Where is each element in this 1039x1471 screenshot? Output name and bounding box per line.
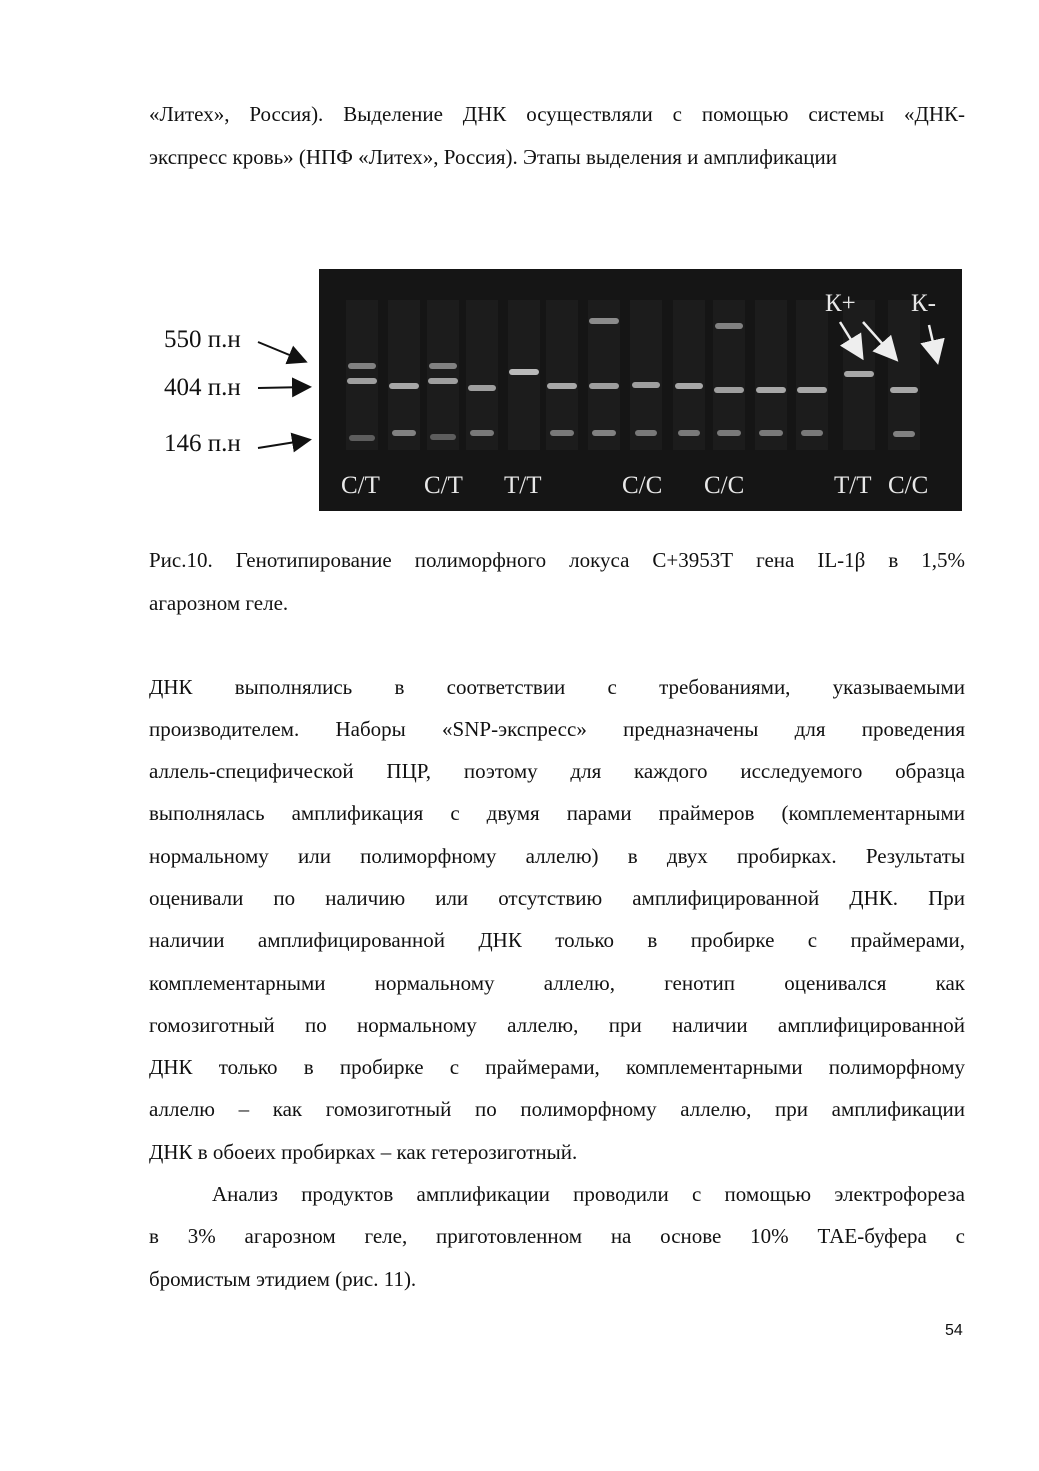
control-positive-label: К+ <box>825 290 856 317</box>
gel-band <box>592 430 616 436</box>
gel-band <box>759 430 783 436</box>
body-line: выполнялась амплификация с двумя парами праймеров (комплементарными <box>149 801 965 825</box>
lane-genotype-2: C/T <box>424 472 463 499</box>
gel-band <box>890 387 918 393</box>
gel-band <box>348 363 376 369</box>
gel-band <box>675 383 703 389</box>
gel-band <box>635 430 657 436</box>
top-text-line-2: экспресс кровь» (НПФ «Литех», Россия). Этапы выделения и амплификации <box>149 145 837 169</box>
lane-genotype-3: T/T <box>504 472 542 499</box>
gel-band <box>430 434 456 440</box>
body-line: гомозиготный по нормальному аллелю, при наличии амплифицированной <box>149 1013 965 1037</box>
gel-lane <box>388 300 420 450</box>
gel-band <box>470 430 494 436</box>
body-line: аллелю – как гомозиготный по полиморфному аллелю, при амплификации <box>149 1097 965 1121</box>
body-line: оценивали по наличию или отсутствию амплифицированной ДНК. При <box>149 886 965 910</box>
marker-arrow-146-icon <box>258 440 308 448</box>
gel-figure <box>0 0 1039 560</box>
body-line: бромистым этидием (рис. 11). <box>149 1267 417 1291</box>
marker-label-146: 146 п.н <box>164 430 241 457</box>
gel-band <box>509 369 539 375</box>
body-line: ДНК выполнялись в соответствии с требованиями, указываемыми <box>149 675 965 699</box>
gel-lane <box>796 300 828 450</box>
gel-band <box>715 323 743 329</box>
body-line: комплементарными нормальному аллелю, генотип оценивался как <box>149 971 965 995</box>
figure-caption-line-1: Рис.10. Генотипирование полиморфного локуса С+3953Т гена IL-1β в 1,5% <box>149 548 965 572</box>
gel-lane <box>427 300 459 450</box>
gel-band <box>349 435 375 441</box>
gel-band <box>429 363 457 369</box>
gel-band <box>717 430 741 436</box>
gel-band <box>392 430 416 436</box>
gel-band <box>801 430 823 436</box>
gel-lane <box>546 300 578 450</box>
gel-band <box>550 430 574 436</box>
gel-band <box>844 371 874 377</box>
lane-genotype-1: C/T <box>341 472 380 499</box>
body-line: ДНК в обоеих пробирках – как гетерозиготный. <box>149 1140 578 1164</box>
gel-band <box>678 430 700 436</box>
marker-arrow-404-icon <box>258 387 308 388</box>
lane-genotype-4: C/C <box>622 472 663 499</box>
gel-band <box>632 382 660 388</box>
gel-lane <box>673 300 705 450</box>
gel-band <box>756 387 786 393</box>
gel-band <box>797 387 827 393</box>
body-line: наличии амплифицированной ДНК только в пробирке с праймерами, <box>149 928 965 952</box>
gel-lane <box>630 300 662 450</box>
gel-band <box>389 383 419 389</box>
gel-band <box>589 318 619 324</box>
body-line: нормальному или полиморфному аллелю) в двух пробирках. Результаты <box>149 844 965 868</box>
gel-band <box>347 378 377 384</box>
page-number: 54 <box>945 1322 963 1339</box>
lane-genotype-6: T/T <box>834 472 872 499</box>
marker-label-550: 550 п.н <box>164 326 241 353</box>
top-text-line-1: «Литех», Россия). Выделение ДНК осуществляли с помощью системы «ДНК- <box>149 102 965 126</box>
gel-band <box>468 385 496 391</box>
gel-band <box>547 383 577 389</box>
marker-arrow-550-icon <box>258 342 304 361</box>
gel-lane <box>713 300 745 450</box>
figure-caption-line-2: агарозном геле. <box>149 591 289 615</box>
gel-lane <box>346 300 378 450</box>
body-line: в 3% агарозном геле, приготовленном на основе 10% ТАЕ-буфера с <box>149 1224 965 1248</box>
gel-band <box>428 378 458 384</box>
lane-genotype-7: C/C <box>888 472 929 499</box>
gel-band <box>893 431 915 437</box>
marker-label-404: 404 п.н <box>164 374 241 401</box>
lane-genotype-5: C/C <box>704 472 745 499</box>
gel-lane <box>466 300 498 450</box>
gel-lane <box>755 300 787 450</box>
gel-lane <box>888 300 920 450</box>
body-line: ДНК только в пробирке с праймерами, комплементарными полиморфному <box>149 1055 965 1079</box>
body-line: Анализ продуктов амплификации проводили с помощью электрофореза <box>212 1182 965 1206</box>
control-negative-label: К- <box>911 290 936 317</box>
body-line: аллель-специфической ПЦР, поэтому для каждого исследуемого образца <box>149 759 965 783</box>
gel-band <box>589 383 619 389</box>
body-line: производителем. Наборы «SNP-экспресс» предназначены для проведения <box>149 717 965 741</box>
gel-band <box>714 387 744 393</box>
